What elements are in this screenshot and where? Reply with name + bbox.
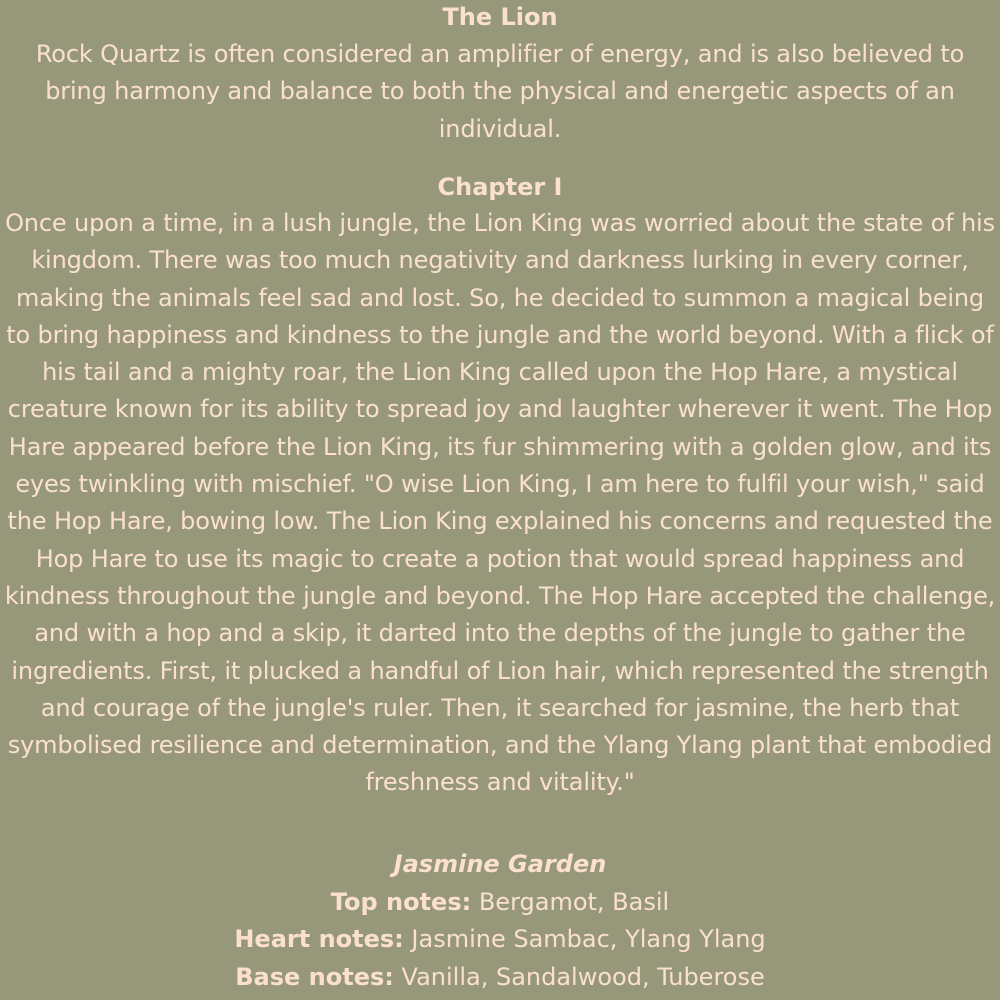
fragrance-name: Jasmine Garden — [393, 850, 607, 878]
base-notes-value: Vanilla, Sandalwood, Tuberose — [393, 962, 765, 991]
base-notes-label: Base notes: — [235, 962, 394, 991]
top-notes-line — [0, 884, 1000, 922]
heart-notes-line — [0, 921, 1000, 959]
heart-notes-value: Jasmine Sambac, Ylang Ylang — [403, 925, 766, 953]
top-notes-label: Top notes: — [330, 887, 472, 916]
page-title: The Lion — [442, 3, 558, 31]
base-notes-line — [0, 959, 1000, 997]
top-notes-value: Bergamot, Basil — [471, 887, 670, 916]
chapter-text: Once upon a time, in a lush jungle, the Lion King was worried about the state of his kingdom. There was too much negativity and darkness lurking in every corner, making the animals feel sad and lost. So, he decided to summon a magical being to bring happiness and kindness to the jungle and the world beyond. With a flick of his tail and a mighty roar, the Lion King called upon the Hop Hare, a mystical creature known for its ability to spread joy and laughter wherever it went. The Hop Hare appeared before the Lion King, its fur shimmering with a golden glow, and its eyes twinkling with mischief. "O wise Lion King, I am here to fulfil your wish," said the Hop Hare, bowing low. The Lion King explained his concerns and requested the Hop Hare to use its magic to create a potion that would spread happiness and kindness throughout the jungle and beyond. The Hop Hare accepted the challenge, and with a hop and a skip, it darted into the depths of the jungle to gather the ingredients. First, it plucked a handful of Lion hair, which represented the strength and courage of the jungle's ruler. Then, it searched for jasmine, the herb that symbolised resilience and determination, and the Ylang Ylang plant that embodied freshness and vitality." — [4, 209, 996, 797]
heart-notes-label: Heart notes: — [234, 925, 404, 953]
chapter-title: Chapter I — [437, 173, 563, 201]
intro-paragraph: Rock Quartz is often considered an amplifier of energy, and is also believed to bring harmony and balance to both the physical and energetic aspects of an individual. — [35, 40, 965, 143]
fragrance-notes — [0, 846, 1000, 996]
